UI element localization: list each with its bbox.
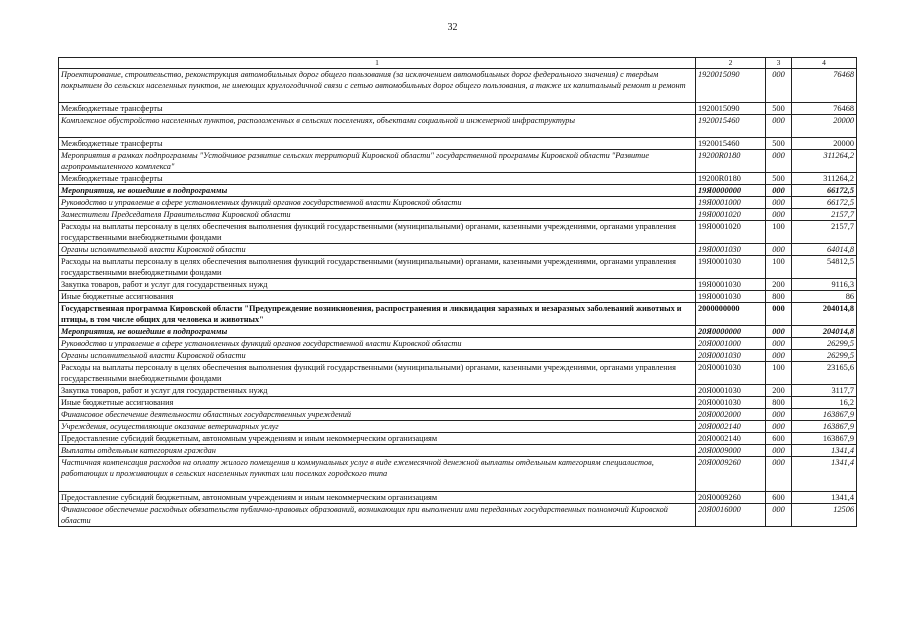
- table-row: [59, 350, 857, 362]
- row-expense-type: 000: [766, 445, 792, 457]
- row-amount: 204014,8: [792, 326, 857, 338]
- row-expense-type: 000: [766, 150, 792, 173]
- table-row: [59, 279, 857, 291]
- row-amount: 163867,9: [792, 433, 857, 445]
- row-expense-type: 000: [766, 197, 792, 209]
- table-row: [59, 397, 857, 409]
- row-expense-type: 600: [766, 433, 792, 445]
- row-description: Руководство и управление в сфере установленных функций органов государственной власти Кировской области: [59, 197, 696, 209]
- row-expense-type: 500: [766, 173, 792, 185]
- row-description: Закупка товаров, работ и услуг для государственных нужд: [59, 279, 696, 291]
- row-expense-type: 200: [766, 385, 792, 397]
- row-expense-type: 100: [766, 221, 792, 244]
- table-row: [59, 326, 857, 338]
- row-expense-type: 000: [766, 421, 792, 433]
- row-expense-type: 000: [766, 350, 792, 362]
- table-row: [59, 150, 857, 173]
- row-code: 20Я0001030: [696, 350, 766, 362]
- row-amount: 3117,7: [792, 385, 857, 397]
- row-expense-type: 800: [766, 397, 792, 409]
- row-expense-type: 100: [766, 362, 792, 385]
- table-row: [59, 209, 857, 221]
- row-code: 20Я0002140: [696, 433, 766, 445]
- row-amount: 23165,6: [792, 362, 857, 385]
- table-row: [59, 173, 857, 185]
- row-expense-type: 500: [766, 103, 792, 115]
- row-expense-type: 100: [766, 256, 792, 279]
- row-code: 20Я0001030: [696, 385, 766, 397]
- row-amount: 1341,4: [792, 445, 857, 457]
- row-description: Выплаты отдельным категориям граждан: [59, 445, 696, 457]
- row-code: 20Я0001030: [696, 397, 766, 409]
- row-description: Межбюджетные трансферты: [59, 173, 696, 185]
- table-row: [59, 409, 857, 421]
- table-row: [59, 445, 857, 457]
- table-row: [59, 69, 857, 103]
- table-row: [59, 221, 857, 244]
- table-row: [59, 185, 857, 197]
- row-description: Мероприятия, не вошедшие в подпрограммы: [59, 326, 696, 338]
- row-code: 20Я0002140: [696, 421, 766, 433]
- row-amount: 311264,2: [792, 173, 857, 185]
- row-code: 19200R0180: [696, 173, 766, 185]
- row-amount: 20000: [792, 115, 857, 138]
- row-code: 1920015090: [696, 103, 766, 115]
- row-code: 1920015090: [696, 69, 766, 103]
- row-description: Руководство и управление в сфере установленных функций органов государственной власти Кировской области: [59, 338, 696, 350]
- row-expense-type: 200: [766, 279, 792, 291]
- row-description: Государственная программа Кировской области "Предупреждение возникновения, распространения и ликвидация заразных и незаразных заболеваний животных и птицы, в том числе общих для человека и животных": [59, 303, 696, 326]
- row-amount: 26299,5: [792, 350, 857, 362]
- row-expense-type: 000: [766, 303, 792, 326]
- row-code: 19Я0001030: [696, 291, 766, 303]
- row-description: Комплексное обустройство населенных пунктов, расположенных в сельских поселениях, объектами социальной и инженерной инфраструктуры: [59, 115, 696, 138]
- row-amount: 2157,7: [792, 209, 857, 221]
- row-code: 19Я0001030: [696, 279, 766, 291]
- row-amount: 26299,5: [792, 338, 857, 350]
- row-description: Финансовое обеспечение деятельности областных государственных учреждений: [59, 409, 696, 421]
- row-description: Предоставление субсидий бюджетным, автономным учреждениям и иным некоммерческим организациям: [59, 433, 696, 445]
- table-header-row: [59, 58, 857, 69]
- row-expense-type: 000: [766, 115, 792, 138]
- row-code: 19200R0180: [696, 150, 766, 173]
- table-row: [59, 492, 857, 504]
- row-amount: 9116,3: [792, 279, 857, 291]
- row-code: 19Я0001030: [696, 244, 766, 256]
- row-description: Финансовое обеспечение расходных обязательств публично-правовых образований, возникающих при выполнении ими переданных государственных полномочий Кировской области: [59, 504, 696, 527]
- header-col-2: 2: [696, 58, 766, 69]
- row-description: Мероприятия в рамках подпрограммы "Устойчивое развитие сельских территорий Кировской области" государственной программы Кировской области "Развитие агропромышленного комплекса": [59, 150, 696, 173]
- row-amount: 76468: [792, 103, 857, 115]
- row-description: Заместители Председателя Правительства Кировской области: [59, 209, 696, 221]
- row-amount: 54812,5: [792, 256, 857, 279]
- row-amount: 311264,2: [792, 150, 857, 173]
- row-code: 20Я0001030: [696, 362, 766, 385]
- table-row: [59, 138, 857, 150]
- budget-table: [58, 57, 857, 527]
- row-expense-type: 000: [766, 457, 792, 492]
- row-code: 20Я0001000: [696, 338, 766, 350]
- budget-table-body: [59, 58, 857, 527]
- row-expense-type: 800: [766, 291, 792, 303]
- table-row: [59, 385, 857, 397]
- table-row: [59, 338, 857, 350]
- row-description: Органы исполнительной власти Кировской области: [59, 244, 696, 256]
- table-row: [59, 504, 857, 527]
- row-expense-type: 000: [766, 409, 792, 421]
- row-description: Предоставление субсидий бюджетным, автономным учреждениям и иным некоммерческим организациям: [59, 492, 696, 504]
- row-description: Учреждения, осуществляющие оказание ветеринарных услуг: [59, 421, 696, 433]
- row-amount: 16,2: [792, 397, 857, 409]
- row-amount: 76468: [792, 69, 857, 103]
- row-amount: 20000: [792, 138, 857, 150]
- table-row: [59, 433, 857, 445]
- row-expense-type: 000: [766, 244, 792, 256]
- page-number: 32: [447, 22, 458, 33]
- table-row: [59, 421, 857, 433]
- row-code: 19Я0001000: [696, 197, 766, 209]
- row-expense-type: 000: [766, 209, 792, 221]
- row-expense-type: 500: [766, 138, 792, 150]
- row-amount: 64014,8: [792, 244, 857, 256]
- table-row: [59, 362, 857, 385]
- table-row: [59, 303, 857, 326]
- row-amount: 163867,9: [792, 421, 857, 433]
- row-description: Иные бюджетные ассигнования: [59, 397, 696, 409]
- row-amount: 86: [792, 291, 857, 303]
- table-row: [59, 103, 857, 115]
- row-code: 2000000000: [696, 303, 766, 326]
- row-description: Межбюджетные трансферты: [59, 138, 696, 150]
- row-code: 1920015460: [696, 138, 766, 150]
- row-code: 20Я0009000: [696, 445, 766, 457]
- row-expense-type: 000: [766, 338, 792, 350]
- row-description: Закупка товаров, работ и услуг для государственных нужд: [59, 385, 696, 397]
- row-code: 20Я0002000: [696, 409, 766, 421]
- row-description: Расходы на выплаты персоналу в целях обеспечения выполнения функций государственными (муниципальными) органами, казенными учреждениями, органами управления государственными внебюджетными фондами: [59, 256, 696, 279]
- row-code: 19Я0001030: [696, 256, 766, 279]
- row-amount: 12506: [792, 504, 857, 527]
- row-description: Мероприятия, не вошедшие в подпрограммы: [59, 185, 696, 197]
- row-expense-type: 000: [766, 504, 792, 527]
- row-amount: 66172,5: [792, 197, 857, 209]
- row-description: Расходы на выплаты персоналу в целях обеспечения выполнения функций государственными (муниципальными) органами, казенными учреждениями, органами управления государственными внебюджетными фондами: [59, 221, 696, 244]
- table-row: [59, 115, 857, 138]
- row-amount: 1341,4: [792, 457, 857, 492]
- row-code: 20Я0000000: [696, 326, 766, 338]
- row-description: Проектирование, строительство, реконструкция автомобильных дорог общего пользования (за исключением автомобильных дорог федерального значения) с твердым покрытием до сельских населенных пунктов, не имеющих круглогодичной связи с сетью автомобильных дорог общего пользования, а также их капитальный ремонт и ремонт: [59, 69, 696, 103]
- row-code: 20Я0016000: [696, 504, 766, 527]
- row-expense-type: 000: [766, 326, 792, 338]
- header-col-4: 4: [792, 58, 857, 69]
- row-expense-type: 000: [766, 185, 792, 197]
- row-code: 20Я0009260: [696, 492, 766, 504]
- table-row: [59, 256, 857, 279]
- table-row: [59, 457, 857, 492]
- row-amount: 204014,8: [792, 303, 857, 326]
- row-description: Органы исполнительной власти Кировской области: [59, 350, 696, 362]
- row-code: 19Я0001020: [696, 221, 766, 244]
- row-description: Межбюджетные трансферты: [59, 103, 696, 115]
- table-row: [59, 291, 857, 303]
- row-description: Расходы на выплаты персоналу в целях обеспечения выполнения функций государственными (муниципальными) органами, казенными учреждениями, органами управления государственными внебюджетными фондами: [59, 362, 696, 385]
- row-amount: 163867,9: [792, 409, 857, 421]
- table-row: [59, 197, 857, 209]
- row-code: 19Я0000000: [696, 185, 766, 197]
- row-description: Иные бюджетные ассигнования: [59, 291, 696, 303]
- row-code: 19Я0001020: [696, 209, 766, 221]
- row-amount: 66172,5: [792, 185, 857, 197]
- row-code: 1920015460: [696, 115, 766, 138]
- row-description: Частичная компенсация расходов на оплату жилого помещения и коммунальных услуг в виде ежемесячной денежной выплаты отдельным категориям специалистов, работающих и проживающих в сельских населенных пунктах или поселках городского типа: [59, 457, 696, 492]
- header-col-1: 1: [59, 58, 696, 69]
- row-amount: 2157,7: [792, 221, 857, 244]
- row-expense-type: 600: [766, 492, 792, 504]
- row-amount: 1341,4: [792, 492, 857, 504]
- header-col-3: 3: [766, 58, 792, 69]
- table-row: [59, 244, 857, 256]
- row-expense-type: 000: [766, 69, 792, 103]
- row-code: 20Я0009260: [696, 457, 766, 492]
